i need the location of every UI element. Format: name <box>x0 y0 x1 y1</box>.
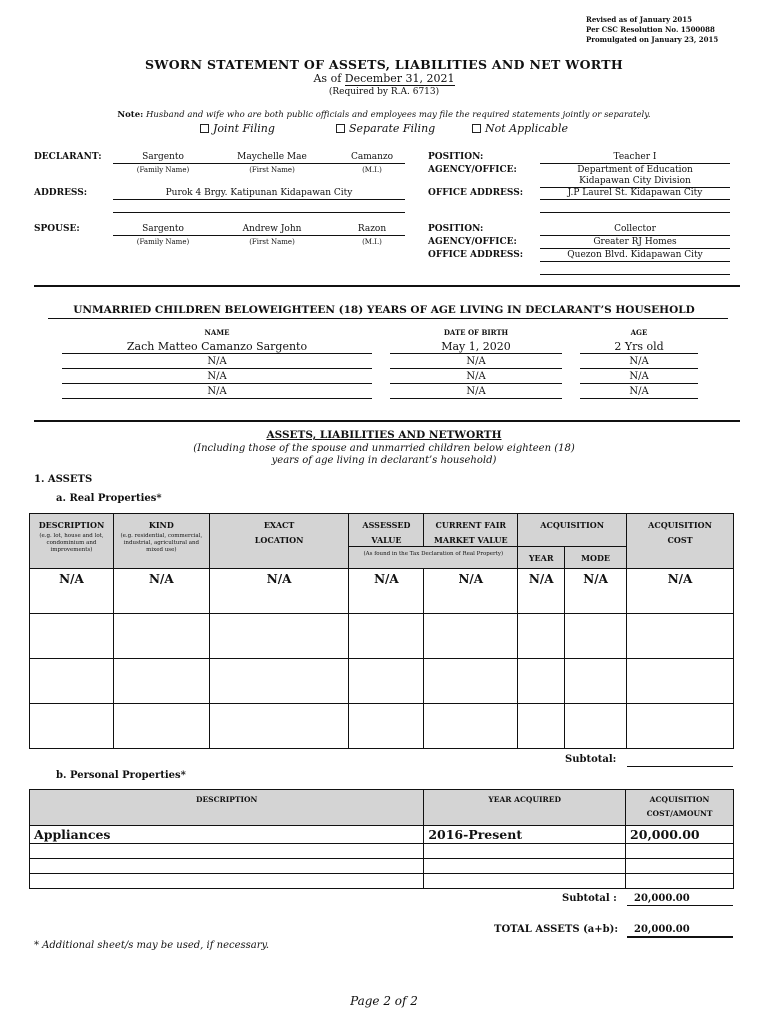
header-assessed-label: ASSESSED <box>362 520 411 530</box>
header-cost-label-2: COST <box>667 535 693 545</box>
header-kind-label: KIND <box>148 520 174 530</box>
row-underline <box>580 383 698 384</box>
header-description-sub: (e.g. lot, house and lot, condominium and improvements) <box>39 533 104 553</box>
spouse-office-label: OFFICE ADDRESS: <box>428 250 524 260</box>
table-cell: N/A <box>627 569 734 614</box>
header-location-label: EXACT <box>263 520 295 530</box>
address-label: ADDRESS: <box>34 188 88 198</box>
row-underline <box>390 398 562 399</box>
table-cell: N/A <box>518 569 565 614</box>
header-fmv <box>424 514 518 547</box>
agency-value: Department of Education <box>577 165 693 175</box>
table-row <box>30 569 734 614</box>
spouse-first-name: Andrew John <box>242 224 302 234</box>
header-acquisition-label: ACQUISITION <box>540 520 605 530</box>
declarant-family-name: Sargento <box>142 152 184 162</box>
table-cell: N/A <box>349 569 424 614</box>
first-name-caption: (First Name) <box>249 166 295 174</box>
row-underline <box>62 368 372 369</box>
page-number: Page 2 of 2 <box>350 994 418 1008</box>
checkbox-icon[interactable] <box>472 124 481 133</box>
header-description <box>30 514 114 569</box>
header-assessed-label-2: VALUE <box>371 535 402 545</box>
family-name-caption: (Family Name) <box>136 238 190 246</box>
header-assessed <box>349 514 424 547</box>
child-age: N/A <box>629 371 649 382</box>
row-underline <box>580 353 698 354</box>
not-applicable-label: Not Applicable <box>485 122 569 135</box>
header-cost <box>626 790 734 826</box>
real-properties-table <box>29 513 734 749</box>
joint-filing-option[interactable] <box>200 122 275 135</box>
office-address-label: OFFICE ADDRESS: <box>428 188 524 198</box>
header-cost-label: ACQUISITION <box>649 795 710 804</box>
row-underline <box>580 398 698 399</box>
real-properties-label: a. Real Properties* <box>56 493 162 504</box>
joint-filing-label: Joint Filing <box>213 122 275 135</box>
declarant-mi: Camanzo <box>350 152 394 162</box>
child-dob: N/A <box>466 356 486 367</box>
spouse-agency-label: AGENCY/OFFICE: <box>428 237 517 247</box>
header-tax-declaration <box>349 547 518 569</box>
document-title: SWORN STATEMENT OF ASSETS, LIABILITIES AND NET WORTH <box>145 57 623 72</box>
child-name: N/A <box>207 386 227 397</box>
header-year-acquired <box>424 790 626 826</box>
children-heading: UNMARRIED CHILDREN BELOWEIGHTEEN (18) YEARS OF AGE LIVING IN DECLARANT’S HOUSEHOLD <box>73 304 695 316</box>
assets-subheading: (Including those of the spouse and unmarried children below eighteen (18) <box>193 443 575 454</box>
spouse-family-name: Sargento <box>142 224 184 234</box>
as-of-date: December 31, 2021 <box>344 72 455 85</box>
header-cost <box>627 514 734 569</box>
note-label: Note: <box>117 110 144 120</box>
header-description-label: DESCRIPTION <box>38 520 105 530</box>
position-value: Teacher I <box>613 152 657 162</box>
agency-label: AGENCY/OFFICE: <box>428 165 517 175</box>
header-cost-label-2: COST/AMOUNT <box>646 809 713 818</box>
row-underline <box>390 368 562 369</box>
table-row <box>30 704 734 749</box>
required-note: (Required by R.A. 6713) <box>328 87 440 97</box>
table-cell: N/A <box>565 569 627 614</box>
checkbox-icon[interactable] <box>336 124 345 133</box>
real-subtotal-label: Subtotal: <box>565 754 617 765</box>
child-dob: N/A <box>466 371 486 382</box>
header-fmv-label: CURRENT FAIR <box>435 520 507 530</box>
header-kind-sub: (e.g. residential, commercial, industrial, agricultural and mixed use) <box>120 533 203 553</box>
note-text: Husband and wife who are both public officials and employees may file the required statements jointly or separately. <box>145 110 651 120</box>
assets-heading: ASSETS, LIABILITIES AND NETWORTH <box>266 429 502 441</box>
spouse-agency-value: Greater RJ Homes <box>593 237 677 247</box>
table-cell: N/A <box>30 569 114 614</box>
header-cost-label: ACQUISITION <box>648 520 712 530</box>
header-location <box>209 514 349 569</box>
declarant-first-name: Maychelle Mae <box>237 152 307 162</box>
child-age: N/A <box>629 386 649 397</box>
table-row <box>30 874 734 889</box>
child-age: N/A <box>629 356 649 367</box>
row-underline <box>580 368 698 369</box>
not-applicable-option[interactable] <box>472 122 568 135</box>
table-row <box>30 844 734 859</box>
row-underline <box>62 398 372 399</box>
child-name: N/A <box>207 371 227 382</box>
declarant-label: DECLARANT: <box>34 152 102 162</box>
header-description <box>30 790 424 826</box>
agency-value-2: Kidapawan City Division <box>579 176 691 186</box>
revision-line: Revised as of January 2015 <box>586 15 692 24</box>
table-row <box>30 859 734 874</box>
col-name-header: NAME <box>204 328 230 337</box>
spouse-mi: Razon <box>357 224 387 234</box>
header-description-label: DESCRIPTION <box>195 795 258 804</box>
spouse-position-value: Collector <box>614 224 656 234</box>
table-cell: N/A <box>424 569 518 614</box>
footnote: * Additional sheet/s may be used, if necessary. <box>34 940 270 951</box>
personal-properties-table <box>29 789 734 889</box>
row-underline <box>390 383 562 384</box>
revision-note <box>586 15 718 45</box>
separate-filing-option[interactable] <box>336 122 435 135</box>
address-value: Purok 4 Brgy. Katipunan Kidapawan City <box>165 188 353 198</box>
table-cell: N/A <box>209 569 349 614</box>
personal-subtotal-value: 20,000.00 <box>634 893 690 904</box>
spouse-office-value: Quezon Blvd. Kidapawan City <box>567 250 703 260</box>
row-underline <box>62 353 372 354</box>
assets-subheading-2: years of age living in declarant’s household) <box>271 455 497 466</box>
total-assets-value: 20,000.00 <box>634 924 690 935</box>
assets-label: 1. ASSETS <box>34 474 93 485</box>
checkbox-icon[interactable] <box>200 124 209 133</box>
personal-properties-label: b. Personal Properties* <box>56 770 186 781</box>
as-of-prefix: As of <box>313 72 342 85</box>
tax-declaration-note: (As found in the Tax Declaration of Real Property) <box>363 551 504 557</box>
family-name-caption: (Family Name) <box>136 166 190 174</box>
child-name: Zach Matteo Camanzo Sargento <box>126 340 308 353</box>
table-row <box>30 659 734 704</box>
row-underline <box>390 353 562 354</box>
header-year-acquired-label: YEAR ACQUIRED <box>488 795 561 804</box>
personal-desc-cell: Appliances <box>30 826 424 844</box>
mi-caption: (M.I.) <box>362 166 382 174</box>
table-row <box>30 826 734 844</box>
office-address-value: J.P Laurel St. Kidapawan City <box>567 188 703 198</box>
col-dob-header: DATE OF BIRTH <box>443 328 509 337</box>
personal-year-cell: 2016-Present <box>424 826 626 844</box>
header-year <box>518 547 565 569</box>
spouse-position-label: POSITION: <box>428 224 484 234</box>
child-dob: May 1, 2020 <box>441 340 511 353</box>
table-row <box>30 614 734 659</box>
child-age: 2 Yrs old <box>614 340 664 353</box>
header-year-label: YEAR <box>528 553 554 563</box>
mi-caption: (M.I.) <box>362 238 382 246</box>
as-of-line <box>0 72 768 85</box>
personal-cost-cell: 20,000.00 <box>626 826 734 844</box>
row-underline <box>62 383 372 384</box>
header-location-label-2: LOCATION <box>254 535 304 545</box>
table-cell: N/A <box>113 569 209 614</box>
first-name-caption: (First Name) <box>249 238 295 246</box>
child-dob: N/A <box>466 386 486 397</box>
header-acquisition <box>518 514 627 547</box>
header-mode <box>565 547 627 569</box>
note <box>0 110 768 120</box>
revision-line: Per CSC Resolution No. 1500088 <box>586 25 715 34</box>
col-age-header: AGE <box>630 328 648 337</box>
header-fmv-label-2: MARKET VALUE <box>434 535 508 545</box>
position-label: POSITION: <box>428 152 484 162</box>
header-mode-label: MODE <box>581 553 611 563</box>
spouse-label: SPOUSE: <box>34 224 80 234</box>
child-name: N/A <box>207 356 227 367</box>
personal-subtotal-label: Subtotal : <box>562 893 617 904</box>
revision-line: Promulgated on January 23, 2015 <box>586 35 719 44</box>
separate-filing-label: Separate Filing <box>349 122 436 135</box>
total-assets-label: TOTAL ASSETS (a+b): <box>494 924 619 935</box>
header-kind <box>113 514 209 569</box>
